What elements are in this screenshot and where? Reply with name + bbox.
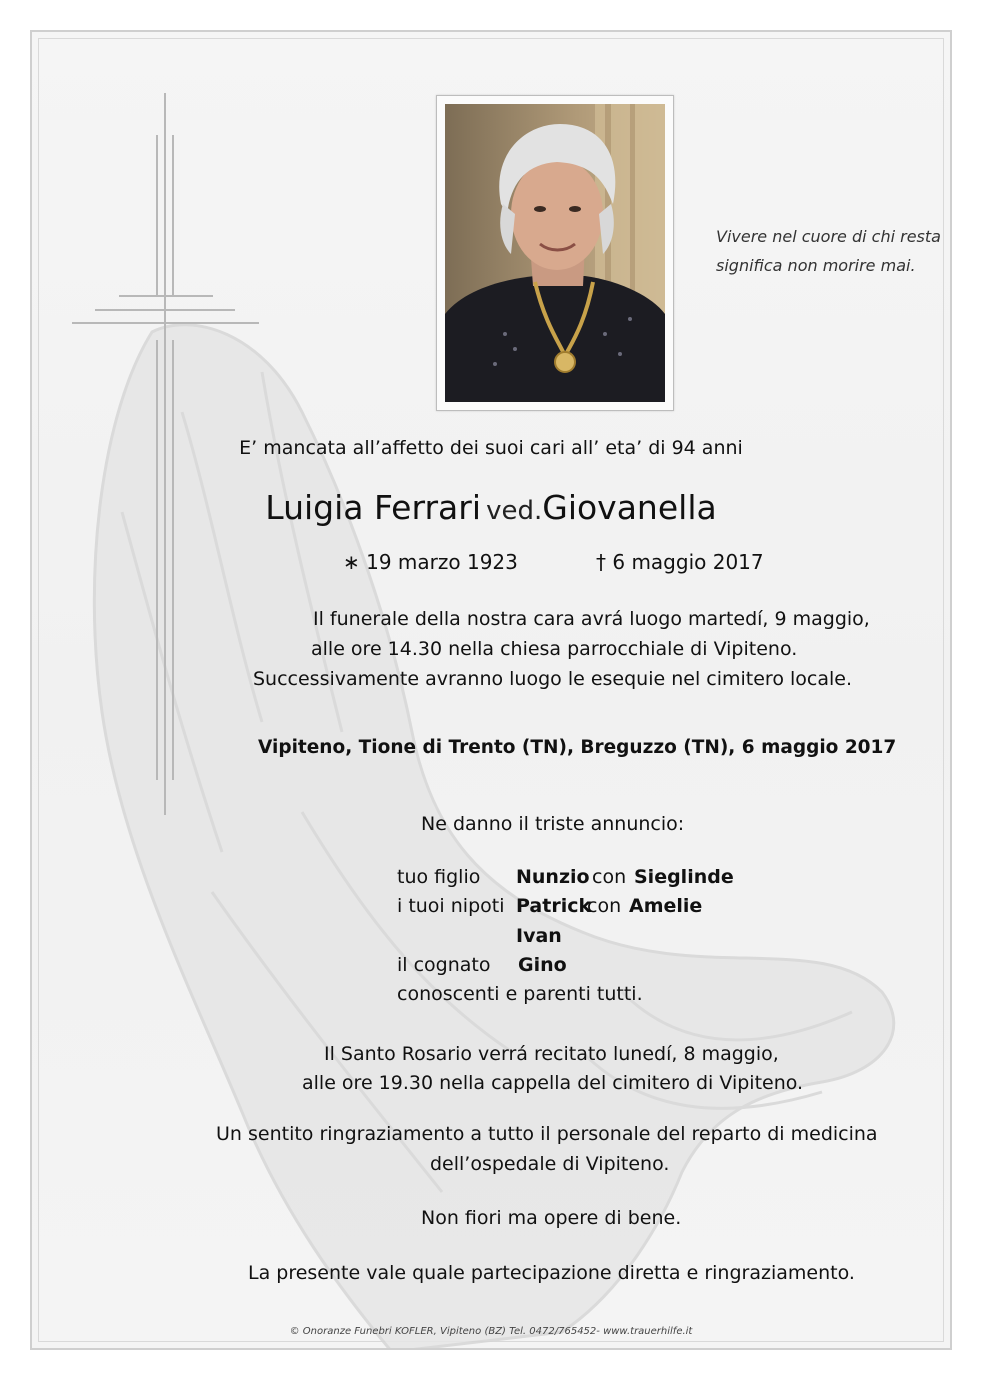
funeral-line-1: Il funerale della nostra cara avrá luogo martedí, 9 maggio, xyxy=(313,608,870,630)
family-acquaintances: conoscenti e parenti tutti. xyxy=(397,983,643,1005)
family-con-1: con xyxy=(592,866,627,888)
family-name-nunzio: Nunzio xyxy=(516,866,590,888)
family-label-brother-in-law: il cognato xyxy=(397,954,491,976)
funeral-home-footer: © Onoranze Funebri KOFLER, Vipiteno (BZ) Tel. 0472/765452- www.trauerhilfe.it xyxy=(289,1326,693,1337)
family-con-2: con xyxy=(587,895,622,917)
memorial-quote xyxy=(716,222,946,280)
funeral-line-2: alle ore 14.30 nella chiesa parrocchiale di Vipiteno. xyxy=(311,638,798,660)
rosario-line-2: alle ore 19.30 nella cappella del cimitero di Vipiteno. xyxy=(302,1072,804,1094)
name-married: Giovanella xyxy=(542,488,717,527)
birth-date: ∗ 19 marzo 1923 xyxy=(343,550,518,574)
rosario-line-1: Il Santo Rosario verrá recitato lunedí, 8 maggio, xyxy=(324,1043,779,1065)
portrait-image xyxy=(445,104,665,402)
family-label-grandchildren: i tuoi nipoti xyxy=(397,895,505,917)
family-name-patrick: Patrick xyxy=(516,895,592,917)
no-flowers-text: Non fiori ma opere di bene. xyxy=(421,1207,682,1229)
portrait-photo xyxy=(445,104,665,402)
deceased-name xyxy=(40,488,942,527)
death-date: † 6 maggio 2017 xyxy=(596,550,764,574)
family-name-sieglinde: Sieglinde xyxy=(634,866,734,888)
quote-line-1: Vivere nel cuore di chi resta xyxy=(716,227,941,246)
closing-text: La presente vale quale partecipazione diretta e ringraziamento. xyxy=(248,1262,855,1284)
announce-text: Ne danno il triste annuncio: xyxy=(421,813,685,835)
name-ved: ved. xyxy=(486,496,543,526)
portrait-frame xyxy=(436,95,674,411)
family-name-amelie: Amelie xyxy=(629,895,703,917)
quote-line-2: significa non morire mai. xyxy=(716,256,916,275)
places-date: Vipiteno, Tione di Trento (TN), Breguzzo (TN), 6 maggio 2017 xyxy=(258,737,897,758)
family-name-ivan: Ivan xyxy=(516,925,562,947)
funeral-line-3: Successivamente avranno luogo le esequie nel cimitero locale. xyxy=(253,668,852,690)
family-name-gino: Gino xyxy=(518,954,567,976)
family-label-son: tuo figlio xyxy=(397,866,481,888)
intro-text: E’ mancata all’affetto dei suoi cari all’ eta’ di 94 anni xyxy=(239,437,743,459)
thanks-line-2: dell’ospedale di Vipiteno. xyxy=(430,1153,670,1175)
thanks-line-1: Un sentito ringraziamento a tutto il personale del reparto di medicina xyxy=(216,1123,878,1145)
name-full: Luigia Ferrari xyxy=(265,488,481,527)
